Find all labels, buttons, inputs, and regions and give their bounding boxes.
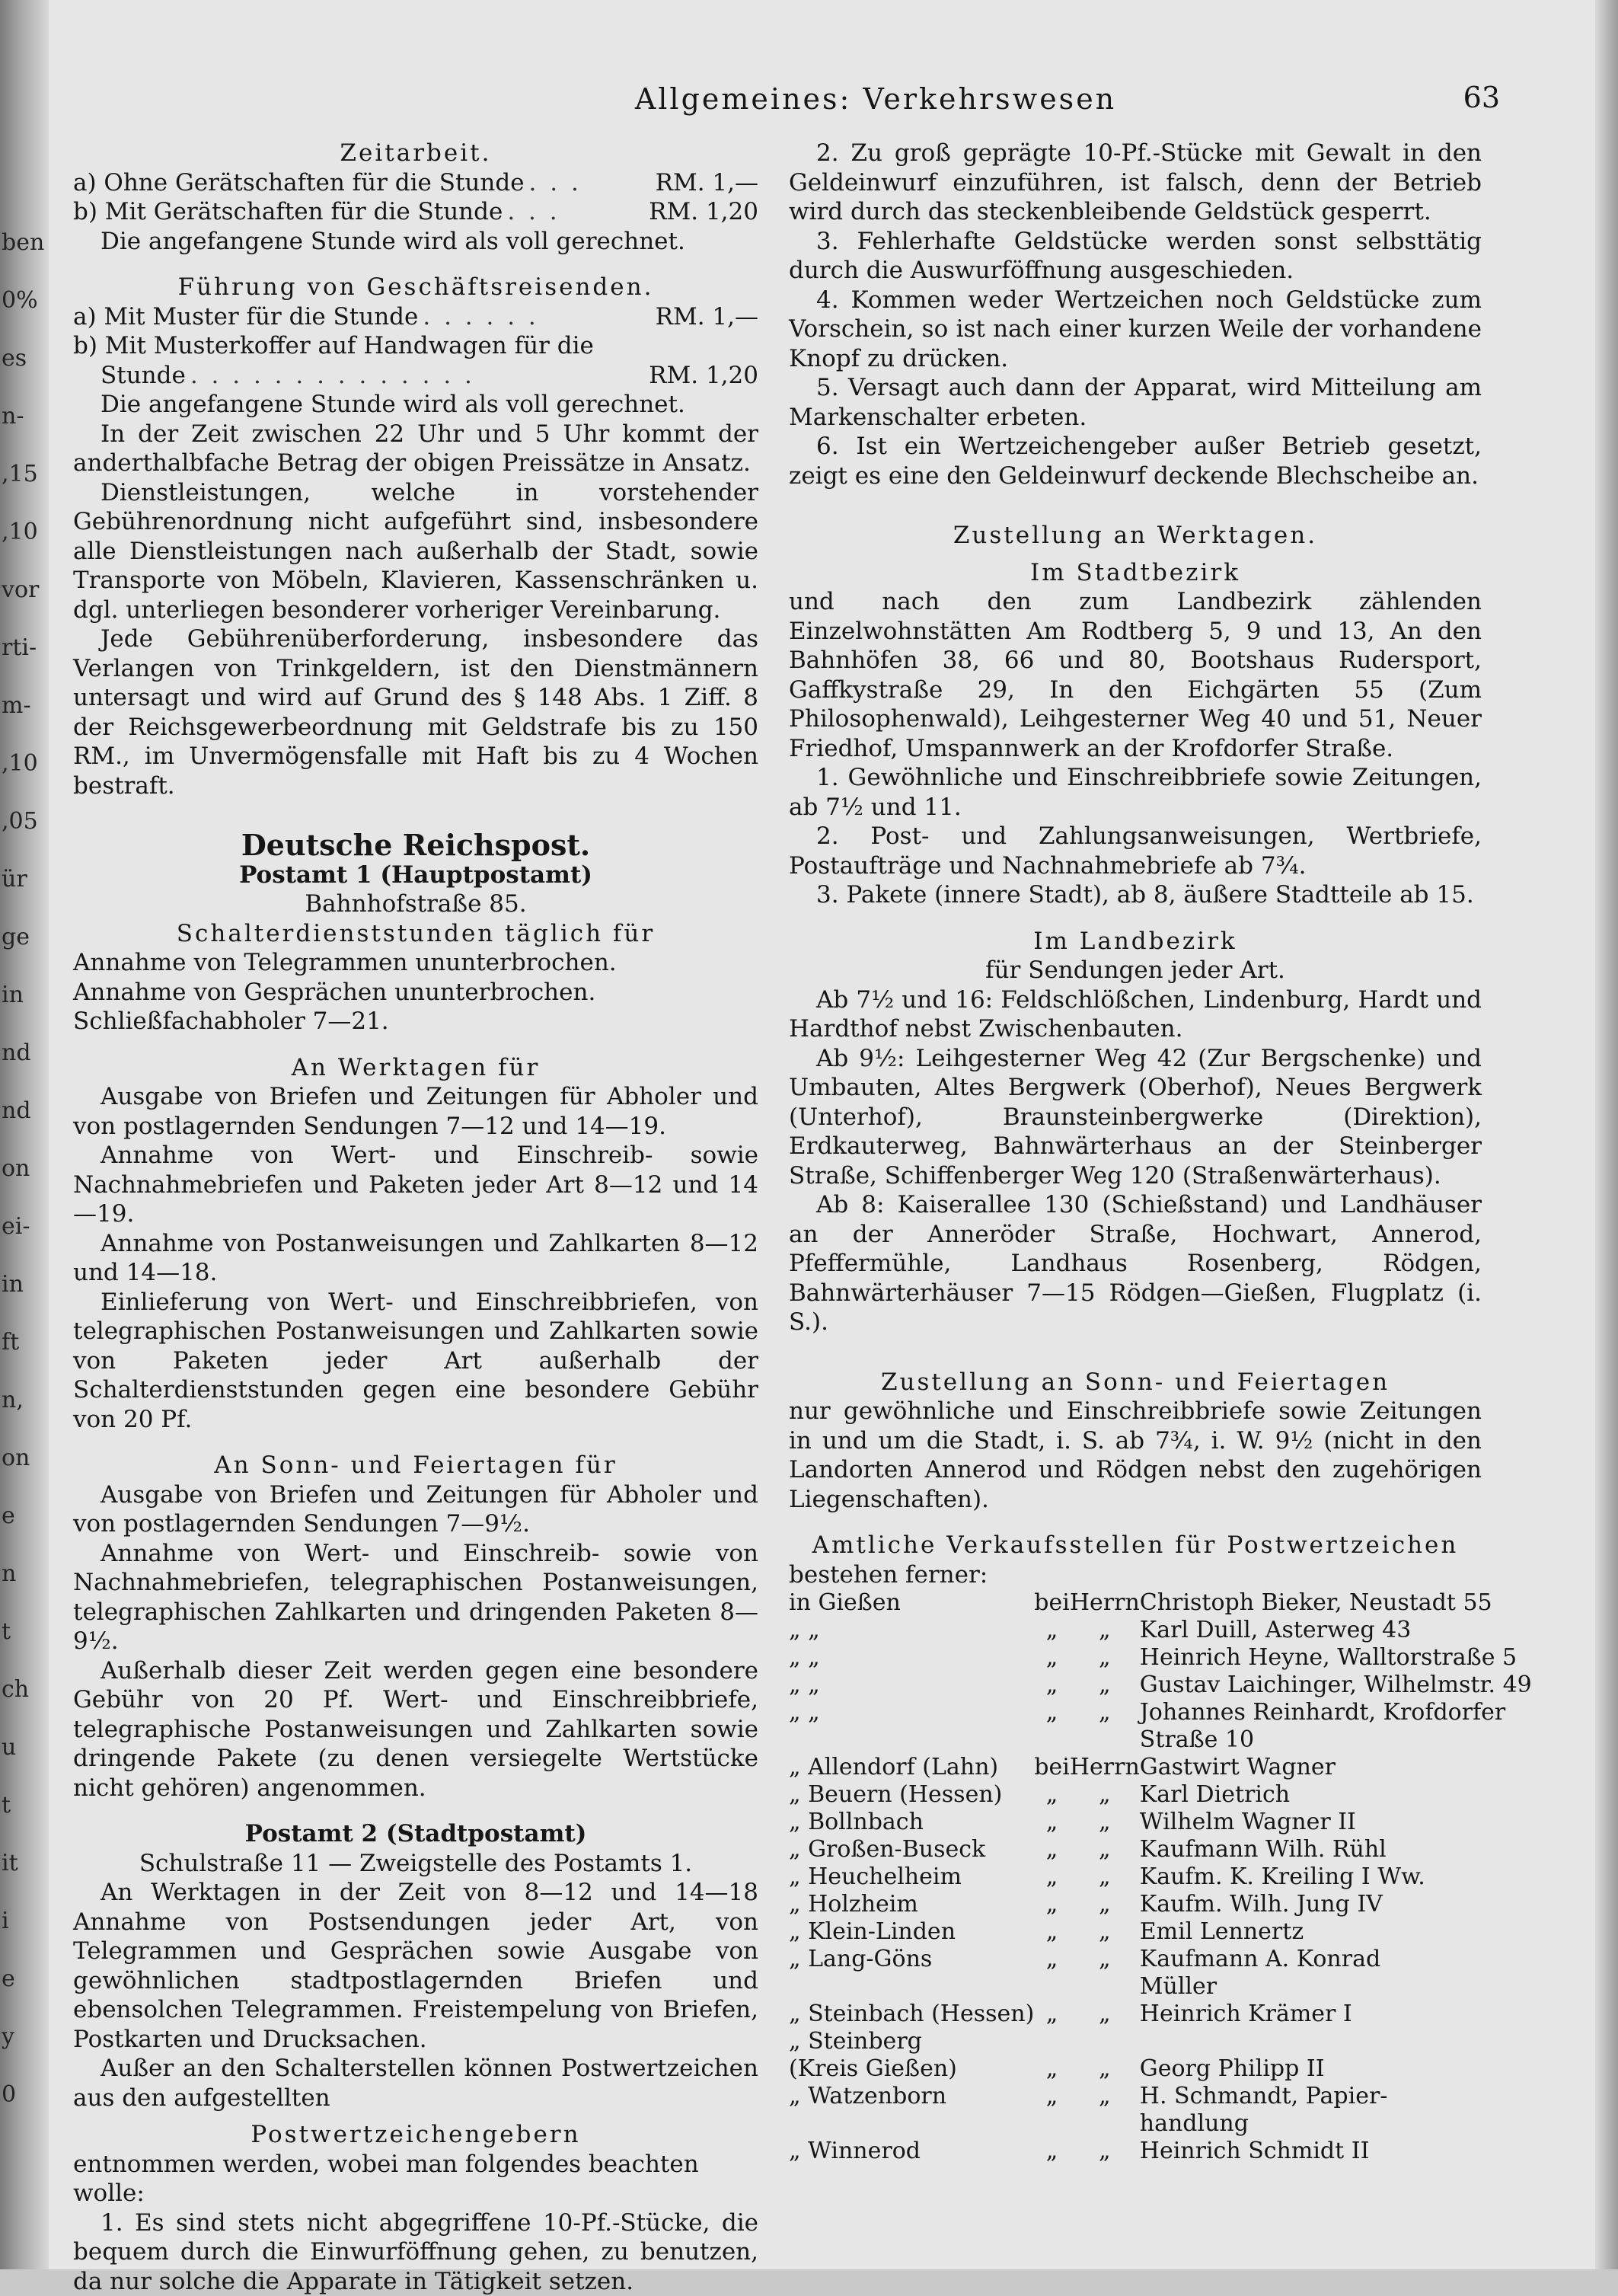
geber-point: 3. Fehlerhafte Geldstücke werden sonst selbsttätig durch die Auswurföffnung ausgeschieden. (789, 227, 1482, 286)
gutter-fragment: rti- (2, 634, 46, 663)
verkauf-name: handlung (1140, 2110, 1532, 2138)
verkauf-bei: „ (1034, 1699, 1070, 1726)
verkauf-row (789, 1672, 1532, 1699)
stadtbezirk-heading: Im Stadtbezirk (789, 558, 1482, 588)
gutter-fragment: ge (2, 923, 46, 952)
verkauf-bei: „ (1034, 1946, 1070, 1973)
verkauf-ort: „ Großen-Buseck (789, 1836, 1034, 1863)
gutter-fragment: ,15 (2, 460, 46, 489)
paragraph: Einlieferung von Wert- und Einschreibbriefen, von telegraphischen Postanweisungen und Zahlkarten sowie von Paketen jeder Art außerhalb der Schalterdienststunden gegen eine besondere Gebühr von 20 Pf. (73, 1288, 758, 1435)
gutter-fragment: on (2, 1444, 46, 1473)
note: Die angefangene Stunde wird als voll gerechnet. (73, 227, 758, 257)
verkauf-ort: „ Watzenborn (789, 2083, 1034, 2110)
verkauf-ort: (Kreis Gießen) (789, 2055, 1034, 2083)
verkauf-herrn (1070, 1973, 1140, 2001)
gutter-fragment: t (2, 1617, 46, 1646)
verkauf-bei: „ (1034, 2055, 1070, 2083)
fee-dots: . . . . . . . . . . . . . . (190, 361, 644, 391)
verkauf-herrn: Herrn (1070, 1754, 1140, 1781)
previous-page-edge (0, 0, 49, 2269)
werktage-heading: An Werktagen für (73, 1053, 758, 1083)
gutter-fragment: y (2, 2023, 46, 2052)
verkauf-name: Heinrich Heyne, Walltorstraße 5 (1140, 1644, 1532, 1672)
verkauf-ort: „ Allendorf (Lahn) (789, 1754, 1034, 1781)
gutter-fragment: nd (2, 1097, 46, 1126)
paragraph: Ab 8: Kaiserallee 130 (Schießstand) und Landhäuser an der Anneröder Straße, Hochwart, Annerod, Pfeffermühle, Landhaus Rosenberg, Rödgen, Bahnwärterhäuser 7—15 Rödgen—Gießen, Flugplatz (i. S.). (789, 1190, 1482, 1337)
verkauf-bei: „ (1034, 1644, 1070, 1672)
verkauf-name: Straße 10 (1140, 1726, 1532, 1754)
fee-dots: . . . (507, 197, 644, 227)
verkauf-row (789, 1863, 1532, 1891)
paragraph: 1. Es sind stets nicht abgegriffene 10-Pf.-Stücke, die bequem durch die Einwurföffnung gehen, zu benutzen, da nur solche die Apparate in Tätigkeit setzen. (73, 2208, 758, 2296)
gutter-fragment: es (2, 344, 46, 373)
verkauf-herrn: „ (1070, 2055, 1140, 2083)
paragraph: Ausgabe von Briefen und Zeitungen für Abholer und von postlagernden Sendungen 7—9½. (73, 1480, 758, 1539)
verkauf-row (789, 1973, 1532, 2001)
postamt1-heading: Postamt 1 (Hauptpostamt) (73, 861, 758, 890)
verkauf-name: Emil Lennertz (1140, 1918, 1532, 1946)
verkauf-bei: „ (1034, 1836, 1070, 1863)
gutter-fragment: m- (2, 691, 46, 720)
fee-label: Stunde (101, 361, 186, 391)
verkauf-name: H. Schmandt, Papier- (1140, 2083, 1532, 2110)
verkauf-herrn: „ (1070, 1809, 1140, 1836)
schalter-line: Annahme von Telegrammen ununterbrochen. (73, 948, 758, 978)
verkauf-row (789, 1726, 1532, 1754)
paragraph: In der Zeit zwischen 22 Uhr und 5 Uhr kommt der anderthalbfache Betrag der obigen Preissätze in Ansatz. (73, 420, 758, 478)
verkauf-herrn: „ (1070, 1863, 1140, 1891)
verkauf-herrn (1070, 2110, 1140, 2138)
verkauf-row (789, 2028, 1532, 2055)
verkauf-ort: in Gießen (789, 1589, 1034, 1617)
verkauf-herrn: „ (1070, 1891, 1140, 1918)
right-column (789, 139, 1482, 2165)
verkauf-row (789, 2083, 1532, 2110)
paragraph: Annahme von Postanweisungen und Zahlkarten 8—12 und 14—18. (73, 1229, 758, 1288)
verkauf-row (789, 1946, 1532, 1973)
verkauf-herrn: „ (1070, 1946, 1140, 1973)
verkauf-bei: „ (1034, 1781, 1070, 1809)
landbezirk-heading: Im Landbezirk (789, 927, 1482, 956)
paragraph: Jede Gebührenüberforderung, insbesondere das Verlangen von Trinkgeldern, ist den Dienstmännern untersagt und wird auf Grund des § 148 Abs. 1 Ziff. 8 der Reichsgewerbeordnung mit Geldstrafe bis zu 150 RM., im Unvermögensfalle mit Haft bis zu 4 Wochen bestraft. (73, 624, 758, 800)
verkauf-name: Wilhelm Wagner II (1140, 1809, 1532, 1836)
gutter-fragment: 0% (2, 286, 46, 315)
zustellung-sonntage-heading: Zustellung an Sonn- und Feiertagen (789, 1368, 1482, 1397)
verkauf-heading: Amtliche Verkaufsstellen für Postwertzeichen (789, 1531, 1482, 1560)
verkauf-name (1140, 2028, 1532, 2055)
fee-price: RM. 1,— (656, 302, 758, 332)
verkauf-ort: „ Heuchelheim (789, 1863, 1034, 1891)
paragraph: Annahme von Wert- und Einschreib- sowie Nachnahmebriefen und Paketen jeder Art 8—12 und 14—19. (73, 1141, 758, 1229)
geber-point: 4. Kommen weder Wertzeichen noch Geldstücke zum Vorschein, so ist nach einer kurzen Weile der vorhandene Knopf zu drücken. (789, 286, 1482, 374)
verkauf-herrn: „ (1070, 1617, 1140, 1644)
gutter-fragment: ch (2, 1675, 46, 1704)
verkauf-row (789, 1836, 1532, 1863)
gutter-fragment: ür (2, 865, 46, 894)
fee-price: RM. 1,20 (649, 361, 758, 391)
gutter-fragment: ,10 (2, 749, 46, 778)
gutter-fragment: ,10 (2, 518, 46, 547)
verkauf-ort: „ Holzheim (789, 1891, 1034, 1918)
postamt2-heading: Postamt 2 (Stadtpostamt) (73, 1819, 758, 1849)
paragraph: nur gewöhnliche und Einschreibbriefe sowie Zeitungen in und um die Stadt, i. S. ab 7¾, i. W. 9½ (nicht in den Landorten Annerod und Rödgen nebst den zugehörigen Liegenschaften). (789, 1397, 1482, 1514)
verkauf-bei: „ (1034, 2001, 1070, 2028)
paragraph: Außer an den Schalterstellen können Postwertzeichen aus den aufgestellten (73, 2054, 758, 2112)
verkauf-ort: „ „ (789, 1672, 1034, 1699)
gutter-fragment: n (2, 1560, 46, 1589)
gutter-fragment: ben (2, 228, 46, 257)
verkauf-ort: „ „ (789, 1699, 1034, 1726)
fee-row (73, 361, 758, 391)
verkauf-row (789, 1699, 1532, 1726)
note: Die angefangene Stunde wird als voll gerechnet. (73, 390, 758, 420)
verkauf-intro: bestehen ferner: (789, 1560, 1482, 1590)
verkauf-bei: „ (1034, 1617, 1070, 1644)
verkauf-ort (789, 1726, 1034, 1754)
verkauf-ort: „ „ (789, 1617, 1034, 1644)
verkauf-herrn: „ (1070, 1836, 1140, 1863)
verkauf-name: Heinrich Krämer I (1140, 2001, 1532, 2028)
verkauf-ort: „ Steinberg (789, 2028, 1034, 2055)
fee-row (73, 197, 758, 227)
verkauf-row (789, 1754, 1532, 1781)
verkauf-name: Georg Philipp II (1140, 2055, 1532, 2083)
verkauf-name: Kaufmann A. Konrad (1140, 1946, 1532, 1973)
verkauf-bei: „ (1034, 1863, 1070, 1891)
running-title: Allgemeines: Verkehrswesen (533, 82, 1218, 116)
verkauf-ort: „ Winnerod (789, 2138, 1034, 2165)
paragraph: 1. Gewöhnliche und Einschreibbriefe sowie Zeitungen, ab 7½ und 11. (789, 763, 1482, 822)
verkauf-name: Gustav Laichinger, Wilhelmstr. 49 (1140, 1672, 1532, 1699)
gutter-fragment: nd (2, 1039, 46, 1068)
verkauf-ort (789, 1973, 1034, 2001)
paragraph: Dienstleistungen, welche in vorstehender Gebührenordnung nicht aufgeführt sind, insbesondere alle Dienstleistungen nach außerhalb der Stadt, sowie Transporte von Möbeln, Klavieren, Kassenschränken u. dgl. unterliegen besonderer vorheriger Vereinbarung. (73, 478, 758, 625)
verkauf-name: Johannes Reinhardt, Krofdorfer (1140, 1699, 1532, 1726)
gutter-fragment: i (2, 1907, 46, 1936)
verkauf-ort (789, 2110, 1034, 2138)
paragraph: Außerhalb dieser Zeit werden gegen eine besondere Gebühr von 20 Pf. Wert- und Einschreibbriefe, telegraphische Postanweisungen und Zahlkarten sowie dringende Pakete (zu denen versiegelte Wertstücke nicht gehören) angenommen. (73, 1656, 758, 1803)
reichspost-title: Deutsche Reichspost. (73, 831, 758, 861)
gutter-fragment: in (2, 981, 46, 1010)
sonntage-heading: An Sonn- und Feiertagen für (73, 1451, 758, 1480)
verkauf-name: Kaufmann Wilh. Rühl (1140, 1836, 1532, 1863)
verkauf-bei (1034, 2110, 1070, 2138)
gutter-fragment: ei- (2, 1212, 46, 1241)
gutter-fragment: 0 (2, 2080, 46, 2109)
landbezirk-sub: für Sendungen jeder Art. (789, 956, 1482, 985)
geber-point: 2. Zu groß geprägte 10-Pf.-Stücke mit Gewalt in den Geldeinwurf einzuführen, ist falsch, denn der Betrieb wird durch das steckenbleibende Geldstück gesperrt. (789, 139, 1482, 227)
zustellung-werktage-heading: Zustellung an Werktagen. (789, 521, 1482, 551)
verkauf-herrn: „ (1070, 2138, 1140, 2165)
verkauf-ort: „ Bollnbach (789, 1809, 1034, 1836)
verkauf-ort: „ Lang-Göns (789, 1946, 1034, 1973)
verkauf-herrn: „ (1070, 2083, 1140, 2110)
gutter-fragment: in (2, 1270, 46, 1299)
gutter-fragment: e (2, 1502, 46, 1531)
paragraph: und nach den zum Landbezirk zählenden Einzelwohnstätten Am Rodtberg 5, 9 und 13, An den Bahnhöfen 38, 66 und 80, Bootshaus Rudersport, Gaffkystraße 29, In den Eichgärten 55 (Zum Philosophenwald), Leihgesterner Weg 40 und 51, Neuer Friedhof, Umspannwerk an der Krofdorfer Straße. (789, 587, 1482, 763)
verkauf-row (789, 2138, 1532, 2165)
verkauf-row (789, 1589, 1532, 1617)
postamt1-address: Bahnhofstraße 85. (73, 889, 758, 919)
verkauf-row (789, 2110, 1532, 2138)
verkauf-name: Gastwirt Wagner (1140, 1754, 1532, 1781)
gutter-fragment: ft (2, 1328, 46, 1357)
verkauf-row (789, 2055, 1532, 2083)
verkauf-ort: „ „ (789, 1644, 1034, 1672)
verkauf-name: Karl Duill, Asterweg 43 (1140, 1617, 1532, 1644)
geber-point: 6. Ist ein Wertzeichengeber außer Betrieb gesetzt, zeigt es eine den Geldeinwurf deckende Blechscheibe an. (789, 432, 1482, 490)
gutter-fragment: vor (2, 576, 46, 605)
verkauf-name: Müller (1140, 1973, 1532, 2001)
verkauf-herrn: „ (1070, 2001, 1140, 2028)
fee-price: RM. 1,20 (649, 197, 758, 227)
gutter-fragment: n, (2, 1386, 46, 1415)
verkauf-ort: „ Klein-Linden (789, 1918, 1034, 1946)
verkauf-bei (1034, 1726, 1070, 1754)
gutter-fragment: e (2, 1965, 46, 1994)
verkauf-herrn: Herrn (1070, 1589, 1140, 1617)
fee-label: a) Mit Muster für die Stunde (73, 302, 418, 332)
geber-point: 5. Versagt auch dann der Apparat, wird Mitteilung am Markenschalter erbeten. (789, 373, 1482, 432)
gutter-fragment: t (2, 1791, 46, 1820)
fee-label: b) Mit Gerätschaften für die Stunde (73, 197, 503, 227)
schalter-line: Schließfachabholer 7—21. (73, 1007, 758, 1036)
verkauf-name: Karl Dietrich (1140, 1781, 1532, 1809)
verkauf-name: Kaufm. Wilh. Jung IV (1140, 1891, 1532, 1918)
fee-row (73, 302, 758, 332)
verkauf-herrn (1070, 1726, 1140, 1754)
verkauf-herrn: „ (1070, 1699, 1140, 1726)
gutter-fragment: on (2, 1154, 46, 1183)
verkauf-row (789, 1891, 1532, 1918)
verkauf-herrn: „ (1070, 1781, 1140, 1809)
verkauf-bei: bei (1034, 1754, 1070, 1781)
verkauf-bei: „ (1034, 1672, 1070, 1699)
verkauf-row (789, 1644, 1532, 1672)
page-number: 63 (1424, 81, 1500, 114)
verkauf-herrn: „ (1070, 1918, 1140, 1946)
fee-price: RM. 1,— (656, 168, 758, 198)
verkauf-row (789, 1809, 1532, 1836)
verkauf-herrn: „ (1070, 1644, 1140, 1672)
paragraph: Ausgabe von Briefen und Zeitungen für Abholer und von postlagernden Sendungen 7—12 und 14—19. (73, 1082, 758, 1141)
fee-row (73, 168, 758, 198)
verkauf-herrn: „ (1070, 1672, 1140, 1699)
verkauf-bei: „ (1034, 2138, 1070, 2165)
schalter-line: Annahme von Gesprächen ununterbrochen. (73, 978, 758, 1007)
left-column (73, 139, 758, 2296)
gutter-fragment: it (2, 1849, 46, 1878)
paragraph: 2. Post- und Zahlungsanweisungen, Wertbriefe, Postaufträge und Nachnahmebriefe ab 7¾. (789, 822, 1482, 880)
verkauf-name: Kaufm. K. Kreiling I Ww. (1140, 1863, 1532, 1891)
verkauf-row (789, 1918, 1532, 1946)
verkauf-bei: „ (1034, 1809, 1070, 1836)
paragraph: Ab 7½ und 16: Feldschlößchen, Lindenburg, Hardt und Hardthof nebst Zwischenbauten. (789, 985, 1482, 1044)
verkauf-bei (1034, 1973, 1070, 2001)
fee-label-line: b) Mit Musterkoffer auf Handwagen für die (73, 331, 758, 361)
page-edge-shadow (1595, 0, 1618, 2269)
gutter-fragment: u (2, 1733, 46, 1762)
verkauf-bei (1034, 2028, 1070, 2055)
paragraph: Annahme von Wert- und Einschreib- sowie von Nachnahmebriefen, telegraphischen Postanweisungen, telegraphischen Zahlkarten und dringenden Paketen 8—9½. (73, 1539, 758, 1656)
verkauf-name: Heinrich Schmidt II (1140, 2138, 1532, 2165)
verkauf-bei: bei (1034, 1589, 1070, 1617)
verkauf-row (789, 1617, 1532, 1644)
gutter-fragment: n- (2, 402, 46, 431)
fee-label: a) Ohne Gerätschaften für die Stunde (73, 168, 525, 198)
fee-dots: . . . . . . (423, 302, 650, 332)
zeitarbeit-title: Zeitarbeit. (73, 139, 758, 168)
verkauf-bei: „ (1034, 1891, 1070, 1918)
paragraph: An Werktagen in der Zeit von 8—12 und 14—18 Annahme von Postsendungen jeder Art, von Telegrammen und Gesprächen sowie Ausgabe von gewöhnlichen stadtpostlagernden Briefen und ebensolchen Telegrammen. Freistempelung von Briefen, Postkarten und Drucksachen. (73, 1878, 758, 2054)
fuehrung-title: Führung von Geschäftsreisenden. (73, 273, 758, 302)
verkauf-ort: „ Beuern (Hessen) (789, 1781, 1034, 1809)
verkauf-bei: „ (1034, 1918, 1070, 1946)
geber-heading: Postwertzeichengebern (73, 2120, 758, 2150)
postamt2-address: Schulstraße 11 — Zweigstelle des Postamts 1. (73, 1849, 758, 1879)
paragraph: Ab 9½: Leihgesterner Weg 42 (Zur Bergschenke) und Umbauten, Altes Bergwerk (Oberhof), Neues Bergwerk (Unterhof), Braunsteinbergwerke (Direktion), Erdkauterweg, Bahnwärterhaus an der Steinberger Straße, Schiffenberger Weg 120 (Straßenwärterhaus). (789, 1044, 1482, 1191)
paragraph: entnommen werden, wobei man folgendes beachten wolle: (73, 2150, 758, 2208)
fee-dots: . . . (529, 168, 651, 198)
verkauf-row (789, 2001, 1532, 2028)
verkauf-bei: „ (1034, 2083, 1070, 2110)
verkaufsstellen-table (789, 1589, 1532, 2165)
schalter-heading: Schalterdienststunden täglich für (73, 919, 758, 949)
verkauf-row (789, 1781, 1532, 1809)
verkauf-herrn (1070, 2028, 1140, 2055)
gutter-fragment: ,05 (2, 807, 46, 836)
paragraph: 3. Pakete (innere Stadt), ab 8, äußere Stadtteile ab 15. (789, 880, 1482, 910)
verkauf-name: Christoph Bieker, Neustadt 55 (1140, 1589, 1532, 1617)
verkauf-ort: „ Steinbach (Hessen) (789, 2001, 1034, 2028)
